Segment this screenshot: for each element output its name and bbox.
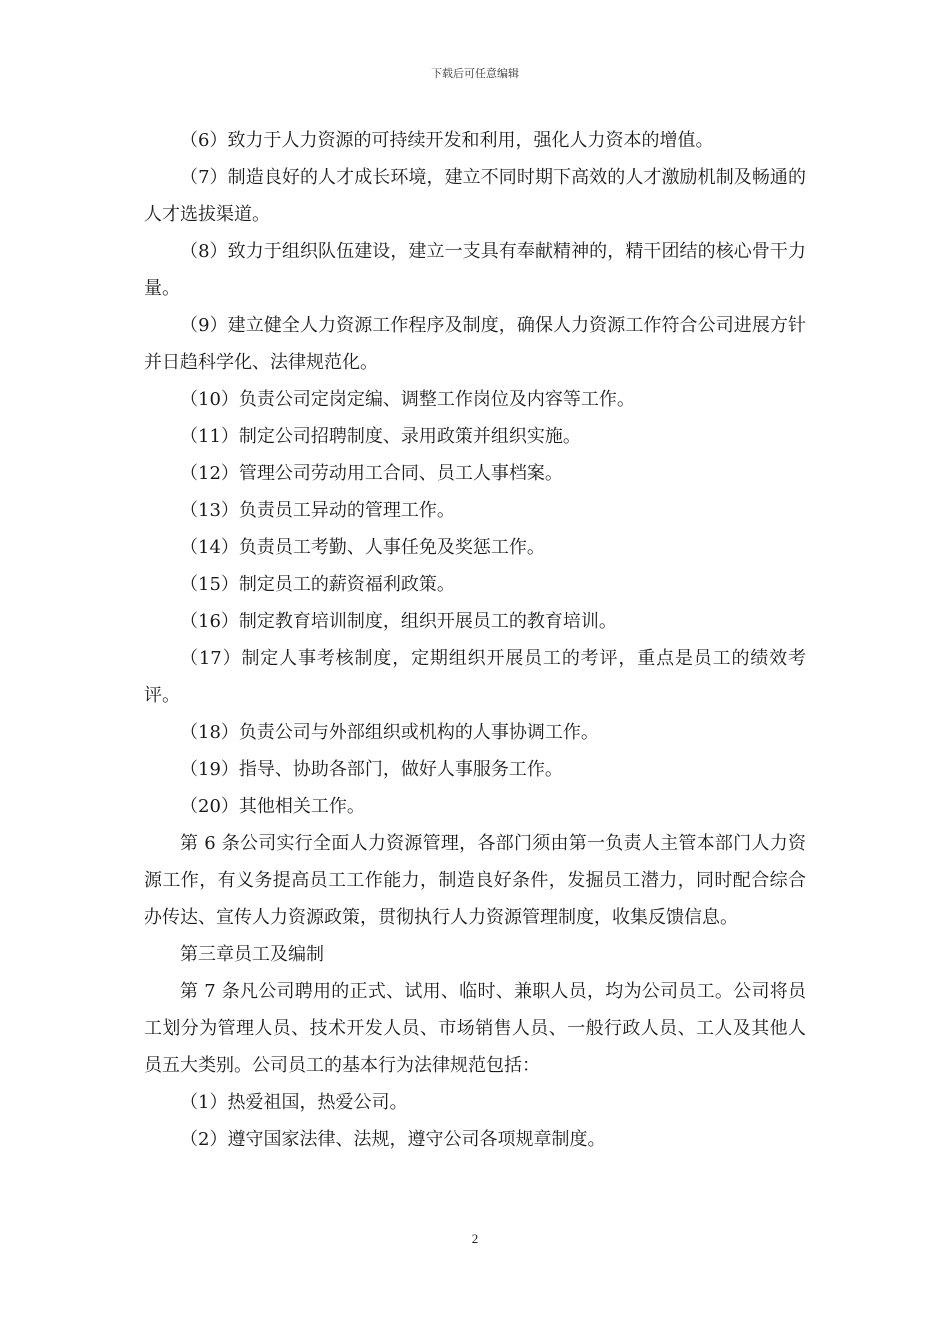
paragraph-item-14: （14）负责员工考勤、人事任免及奖惩工作。 [180,537,545,558]
paragraph-item-13: （13）负责员工异动的管理工作。 [180,500,455,521]
paragraph-item-7: （7）制造良好的人才成长环境，建立不同时期下高效的人才激励机制及畅通的人才选拔渠道。 [144,167,806,225]
conduct-item-2: （2）遵守国家法律、法规，遵守公司各项规章制度。 [180,1129,606,1150]
paragraph-item-12: （12）管理公司劳动用工合同、员工人事档案。 [180,463,563,484]
page-header: 下载后可任意编辑 [431,67,519,80]
article-7-paragraph: 第 7 条凡公司聘用的正式、试用、临时、兼职人员，均为公司员工。公司将员工划分为管理人员、技术开发人员、市场销售人员、一般行政人员、工人及其他人员五大类别。公司员工的基本行为法律规范包括： [144,981,806,1076]
paragraph-item-15: （15）制定员工的薪资福利政策。 [180,574,455,595]
paragraph-item-8: （8）致力于组织队伍建设，建立一支具有奉献精神的，精干团结的核心骨干力量。 [144,241,806,299]
paragraph-item-11: （11）制定公司招聘制度、录用政策并组织实施。 [180,426,581,447]
paragraph-item-10: （10）负责公司定岗定编、调整工作岗位及内容等工作。 [180,389,635,410]
paragraph-item-18: （18）负责公司与外部组织或机构的人事协调工作。 [180,722,599,743]
paragraph-item-17: （17）制定人事考核制度，定期组织开展员工的考评，重点是员工的绩效考评。 [144,648,806,706]
page-number: 2 [471,1231,479,1246]
paragraph-item-9: （9）建立健全人力资源工作程序及制度，确保人力资源工作符合公司进展方针并日趋科学化、法律规范化。 [144,315,806,373]
paragraph-item-20: （20）其他相关工作。 [180,796,365,817]
chapter-3-heading: 第三章员工及编制 [180,944,324,965]
paragraph-item-16: （16）制定教育培训制度，组织开展员工的教育培训。 [180,611,617,632]
paragraph-item-6: （6）致力于人力资源的可持续开发和利用，强化人力资本的增值。 [180,130,714,151]
conduct-item-1: （1）热爱祖国，热爱公司。 [180,1092,408,1113]
document-body [144,122,806,1158]
article-6-paragraph: 第 6 条公司实行全面人力资源管理，各部门须由第一负责人主管本部门人力资源工作，有义务提高员工工作能力，制造良好条件，发掘员工潜力，同时配合综合办传达、宣传人力资源政策，贯彻执行人力资源管理制度，收集反馈信息。 [144,833,806,928]
paragraph-item-19: （19）指导、协助各部门，做好人事服务工作。 [180,759,563,780]
